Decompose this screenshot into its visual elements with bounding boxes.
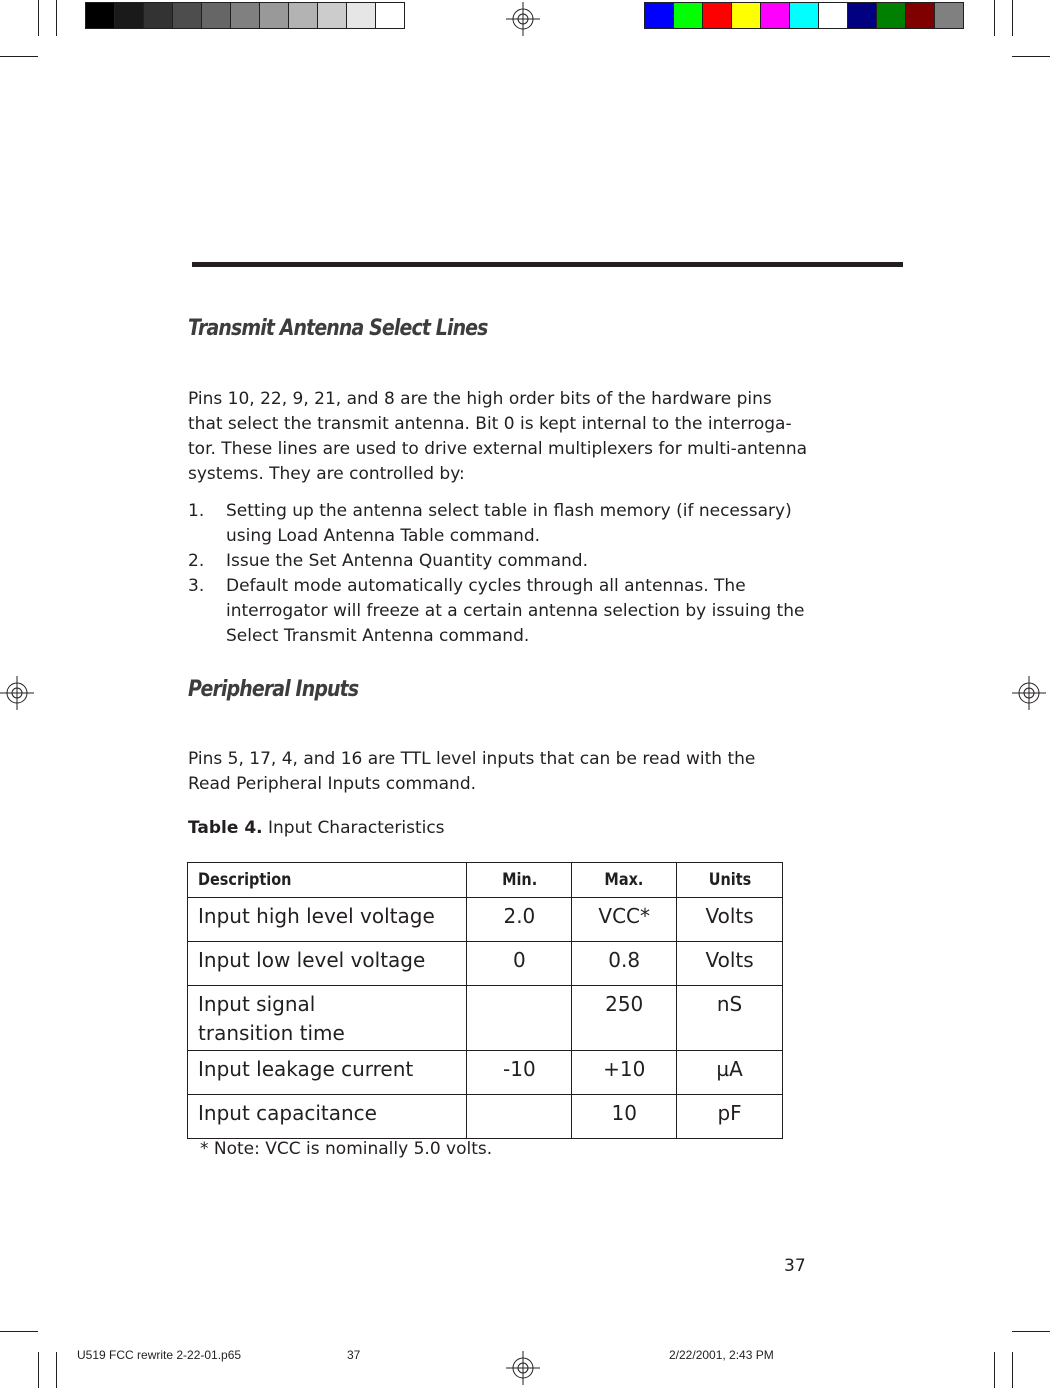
calibration-swatch xyxy=(317,2,347,29)
calibration-swatch xyxy=(259,2,289,29)
table-row xyxy=(188,1051,783,1095)
section-paragraph-peripheral-inputs: Pins 5, 17, 4, and 16 are TTL level inputs that can be read with the Read Peripheral Inputs command. xyxy=(188,749,756,794)
calibration-swatch xyxy=(702,2,732,29)
slug-date: 2/22/2001, 2:43 PM xyxy=(669,1348,774,1362)
table-caption-label: Table 4. xyxy=(188,818,263,838)
cell-min xyxy=(467,986,572,1051)
step-text: Issue the Set Antenna Quantity command. xyxy=(226,551,589,571)
section-heading-peripheral-inputs: Peripheral Inputs xyxy=(188,677,359,702)
calibration-swatch xyxy=(644,2,674,29)
calibration-swatch xyxy=(905,2,935,29)
table-row xyxy=(188,942,783,986)
cell-units: pF xyxy=(677,1095,783,1139)
calibration-swatch xyxy=(934,2,964,29)
slug-page: 37 xyxy=(347,1348,361,1362)
calibration-swatch xyxy=(847,2,877,29)
calibration-swatch xyxy=(760,2,790,29)
cell-description: Input capacitance xyxy=(188,1095,467,1139)
step-number: 1. xyxy=(188,501,205,521)
column-header-units: Units xyxy=(677,863,783,898)
cell-units: µA xyxy=(677,1051,783,1095)
calibration-swatch xyxy=(288,2,318,29)
cell-max: 250 xyxy=(572,986,677,1051)
cell-units: Volts xyxy=(677,898,783,942)
calibration-swatch xyxy=(201,2,231,29)
cell-min: 2.0 xyxy=(467,898,572,942)
registration-target-icon xyxy=(1012,676,1046,710)
section-paragraph-transmit-antenna: Pins 10, 22, 9, 21, and 8 are the high order bits of the hardware pins that select the transmit antenna. Bit 0 is kept internal to the interroga-tor. These lines are used to drive external multiplexers for multi-antenna systems. They are controlled by: xyxy=(188,389,808,484)
cell-units: nS xyxy=(677,986,783,1051)
cell-max: 0.8 xyxy=(572,942,677,986)
cell-max: +10 xyxy=(572,1051,677,1095)
table-caption xyxy=(188,818,445,838)
calibration-swatch xyxy=(346,2,376,29)
cell-units: Volts xyxy=(677,942,783,986)
slug-filename: U519 FCC rewrite 2-22-01.p65 xyxy=(77,1348,242,1362)
calibration-swatch xyxy=(876,2,906,29)
calibration-swatch xyxy=(230,2,260,29)
calibration-swatch xyxy=(85,2,115,29)
cell-min: -10 xyxy=(467,1051,572,1095)
cell-description: Input low level voltage xyxy=(188,942,467,986)
table-row xyxy=(188,1095,783,1139)
column-header-max: Max. xyxy=(572,863,677,898)
step-text: Default mode automatically cycles through all antennas. The interrogator will freeze at a certain antenna selection by issuing the Select Transmit Antenna command. xyxy=(226,576,805,646)
calibration-swatch xyxy=(789,2,819,29)
table-footnote: * Note: VCC is nominally 5.0 volts. xyxy=(200,1139,493,1159)
section-heading-transmit-antenna: Transmit Antenna Select Lines xyxy=(188,316,488,341)
step-number: 3. xyxy=(188,576,205,596)
input-characteristics-table xyxy=(187,862,783,1139)
calibration-swatch xyxy=(375,2,405,29)
column-header-description: Description xyxy=(188,863,467,898)
list-item xyxy=(188,549,808,574)
step-text: Setting up the antenna select table in flash memory (if necessary) using Load Antenna Table command. xyxy=(226,501,792,546)
calibration-swatch xyxy=(818,2,848,29)
registration-target-icon xyxy=(0,676,34,710)
calibration-swatch xyxy=(172,2,202,29)
header-rule xyxy=(192,262,903,267)
column-header-min: Min. xyxy=(467,863,572,898)
list-item xyxy=(188,574,808,649)
table-header-row xyxy=(188,863,783,898)
cell-description: Input leakage current xyxy=(188,1051,467,1095)
cell-min: 0 xyxy=(467,942,572,986)
step-number: 2. xyxy=(188,551,205,571)
registration-target-icon xyxy=(506,2,540,36)
calibration-swatch xyxy=(673,2,703,29)
list-item xyxy=(188,499,808,549)
table-row xyxy=(188,986,783,1051)
calibration-swatch xyxy=(114,2,144,29)
page-number: 37 xyxy=(784,1256,806,1276)
cell-description: Input signal transition time xyxy=(188,986,467,1051)
cell-min xyxy=(467,1095,572,1139)
cell-description: Input high level voltage xyxy=(188,898,467,942)
calibration-swatch xyxy=(143,2,173,29)
cell-max: VCC* xyxy=(572,898,677,942)
table-row xyxy=(188,898,783,942)
steps-list xyxy=(188,499,808,649)
table-caption-text: Input Characteristics xyxy=(268,818,445,838)
calibration-swatch xyxy=(731,2,761,29)
cell-max: 10 xyxy=(572,1095,677,1139)
registration-target-icon xyxy=(506,1351,540,1385)
